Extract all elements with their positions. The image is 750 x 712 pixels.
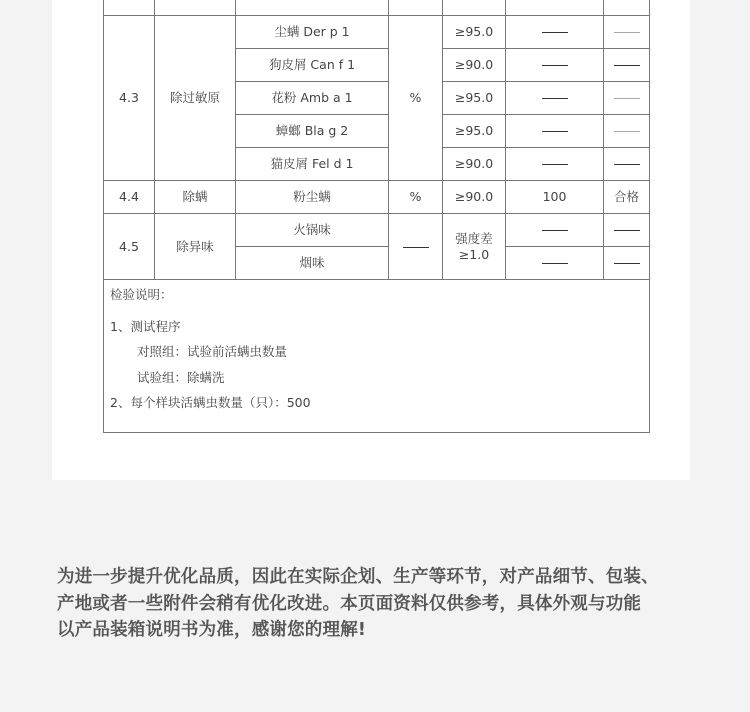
result-cell — [506, 115, 604, 148]
notes-row — [104, 280, 650, 433]
item-cell: 尘螨 Der p 1 — [236, 16, 389, 49]
judgment-cell — [604, 247, 650, 280]
unit-cell: % — [389, 16, 443, 181]
item-cell: 狗皮屑 Can f 1 — [236, 49, 389, 82]
disclaimer-line: 以产品装箱说明书为准，感谢您的理解! — [57, 620, 367, 640]
category-cell: 除过敏原 — [155, 16, 236, 181]
item-cell — [236, 0, 389, 16]
result-cell: 100 — [506, 181, 604, 214]
result-dash — [542, 98, 568, 99]
judgment-cell — [604, 214, 650, 247]
result-dash — [542, 32, 568, 33]
item-cell: 烟味 — [236, 247, 389, 280]
judgment-cell: 合格 — [604, 181, 650, 214]
result-cell — [506, 247, 604, 280]
notes-line: 1、测试程序 — [110, 318, 181, 334]
disclaimer-line: 产地或者一些附件会稍有优化改进。本页面资料仅供参考，具体外观与功能 — [57, 593, 642, 614]
unit-cell: % — [389, 181, 443, 214]
item-no-cell: 4.5 — [104, 214, 155, 280]
result-cell — [506, 82, 604, 115]
result-cell — [506, 214, 604, 247]
notes-title: 检验说明： — [110, 287, 173, 302]
notes-line: 试验组：除螨洗 — [137, 369, 225, 385]
test-results-table — [103, 0, 650, 433]
requirement-cell: ≥95.0 — [443, 115, 506, 148]
item-cell: 猫皮屑 Fel d 1 — [236, 148, 389, 181]
item-cell: 粉尘螨 — [236, 181, 389, 214]
disclaimer-text — [57, 564, 717, 644]
judgment-dash — [614, 32, 640, 33]
judgment-dash — [614, 131, 640, 132]
test-notes — [104, 280, 650, 433]
table-row — [104, 16, 650, 49]
table-row — [104, 0, 650, 16]
result-dash — [542, 131, 568, 132]
judgment-cell — [604, 49, 650, 82]
requirement-cell: 强度差≥1.0 — [443, 214, 506, 280]
judgment-dash — [614, 230, 640, 231]
item-no-cell: 4.3 — [104, 16, 155, 181]
requirement-cell: ≥90.0 — [443, 148, 506, 181]
disclaimer-line: 为进一步提升优化品质，因此在实际企划、生产等环节，对产品细节、包装、 — [57, 567, 659, 587]
judgment-cell — [604, 148, 650, 181]
result-dash — [542, 230, 568, 231]
table-row — [104, 214, 650, 247]
category-cell: 除螨 — [155, 181, 236, 214]
item-cell: 花粉 Amb a 1 — [236, 82, 389, 115]
notes-line: 对照组：试验前活螨虫数量 — [137, 344, 288, 359]
unit-dash — [403, 247, 429, 248]
result-dash — [542, 65, 568, 66]
requirement-cell: ≥90.0 — [443, 49, 506, 82]
judgment-dash — [614, 98, 640, 99]
requirement-cell: ≥95.0 — [443, 82, 506, 115]
table-row — [104, 181, 650, 214]
unit-cell — [389, 214, 443, 280]
judgment-dash — [614, 263, 640, 264]
judgment-dash — [614, 164, 640, 165]
judgment-cell — [604, 16, 650, 49]
requirement-cell: ≥90.0 — [443, 181, 506, 214]
item-cell: 火锅味 — [236, 214, 389, 247]
result-cell — [506, 16, 604, 49]
notes-line: 2、每个样块活螨虫数量（只）：500 — [110, 395, 311, 410]
category-cell: 除异味 — [155, 214, 236, 280]
report-sheet — [52, 0, 690, 480]
item-cell: 蟑螂 Bla g 2 — [236, 115, 389, 148]
item-no-cell: 4.4 — [104, 181, 155, 214]
judgment-dash — [614, 65, 640, 66]
judgment-cell — [604, 82, 650, 115]
result-dash — [542, 164, 568, 165]
result-dash — [542, 263, 568, 264]
result-cell — [506, 49, 604, 82]
requirement-cell: ≥95.0 — [443, 16, 506, 49]
result-cell — [506, 148, 604, 181]
judgment-cell — [604, 115, 650, 148]
